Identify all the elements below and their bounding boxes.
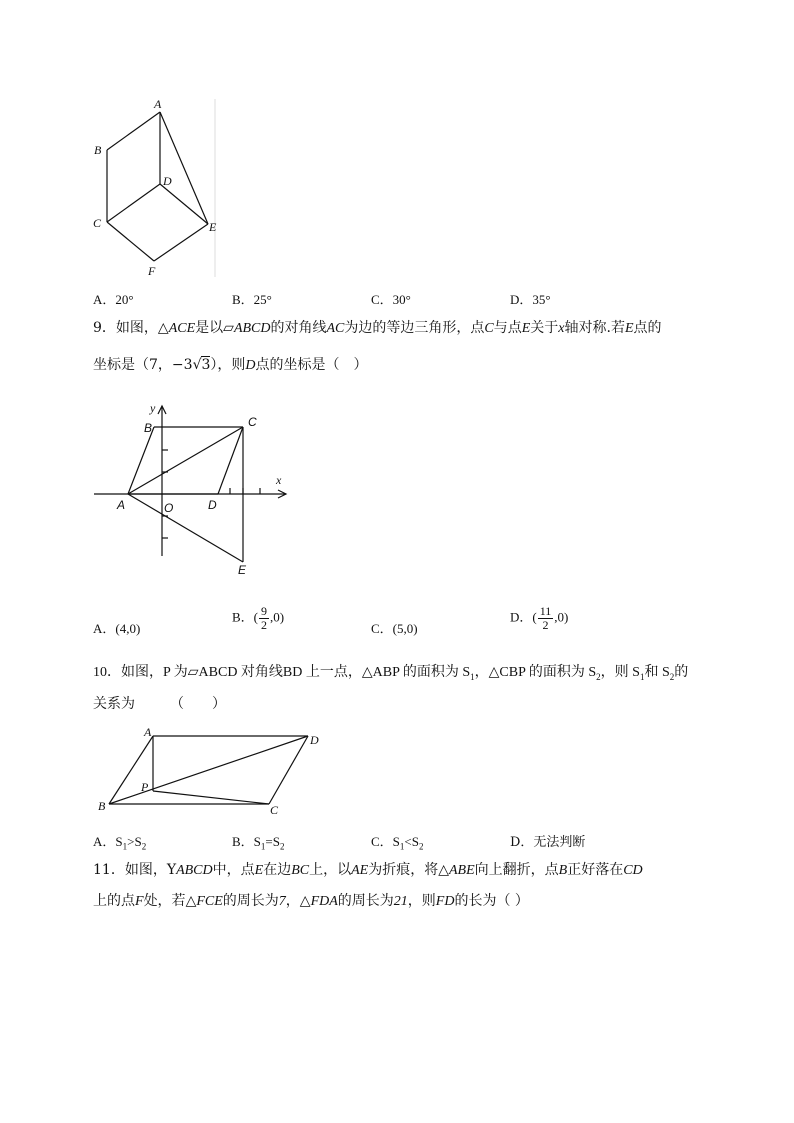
q8-option-b[interactable]: B．25°: [232, 292, 272, 307]
label-o: O: [164, 501, 174, 515]
q8-option-a[interactable]: A．20°: [93, 292, 134, 307]
edge-ae: [160, 112, 208, 224]
q8-option-c[interactable]: C．30°: [371, 292, 411, 307]
label-f: F: [148, 264, 156, 278]
q10-line1: 10．如图，P 为▱ABCD 对角线BD 上一点，△ABP 的面积为 $S_1$，△CBP 的面积为 $S_2$，则 $S_1$和 $S_2$的: [93, 665, 689, 682]
q11-line2: 上的点F处，若△FCE的周长为7，△FDA的周长为21，则FD的长为（ ）: [93, 893, 529, 909]
edge-cd: [107, 184, 160, 222]
label-c: C: [270, 803, 279, 817]
edge-ac: [128, 427, 243, 494]
label-d: D: [208, 498, 217, 512]
label-x: x: [276, 473, 282, 487]
segment-pc: [153, 791, 269, 804]
edge-de: [160, 184, 208, 224]
label-c: C: [93, 216, 102, 230]
q9-option-a[interactable]: A．(4,0): [93, 621, 141, 636]
q9-figure: [90, 398, 300, 580]
q9-line1: 9．如图，△ACE是以▱ABCD的对角线AC为边的等边三角形，点C与点E关于x轴对称.若E点的: [93, 320, 662, 336]
edge-cf: [107, 222, 154, 261]
label-b: B: [94, 143, 102, 157]
q8-option-d[interactable]: D．35°: [510, 292, 551, 307]
edge-cd: [218, 427, 243, 494]
label-c: C: [248, 415, 257, 429]
diagonal-bd: [109, 736, 308, 804]
q10-option-d[interactable]: D．无法判断: [510, 835, 586, 850]
label-p: P: [141, 780, 149, 794]
label-a: A: [154, 97, 162, 111]
q9-line2: 坐标是（7，−3√3），则D点的坐标是（ ）: [93, 357, 368, 373]
edge-cd: [269, 736, 308, 804]
q10-option-b[interactable]: B．$S_1=S_2$: [232, 834, 285, 852]
q10-option-a[interactable]: A．$S_1>S_2$: [93, 834, 147, 852]
fraction: $\frac{11}{2}$: [539, 604, 552, 632]
q11-line1: 11．如图，YABCD中，点E在边BC上，以AE为折痕，将△ABE向上翻折，点B正好落在CD: [93, 862, 643, 878]
q10-figure: [94, 724, 334, 820]
label-e: E: [238, 563, 247, 577]
q10-option-c[interactable]: C．$S_1<S_2$: [371, 834, 424, 852]
q8-figure: [88, 94, 228, 280]
label-b: B: [98, 799, 106, 813]
edge-ab: [107, 112, 160, 150]
q9-option-b[interactable]: B．( $\frac{9}{2}$ ,0): [232, 604, 285, 632]
label-a: A: [144, 725, 152, 739]
edge-fe: [154, 224, 208, 261]
label-d: D: [310, 733, 319, 747]
fraction: $\frac{9}{2}$: [261, 604, 268, 632]
sqrt-icon: √: [192, 357, 202, 373]
edge-ae: [128, 494, 243, 562]
q9-option-c[interactable]: C．(5,0): [371, 621, 418, 636]
q9-option-d[interactable]: D．( $\frac{11}{2}$ ,0): [510, 604, 569, 632]
label-a: A: [117, 498, 126, 512]
label-b: B: [144, 421, 153, 435]
label-d: D: [163, 174, 172, 188]
label-e: E: [209, 220, 217, 234]
q10-line2: 关系为 （ ）: [93, 696, 226, 712]
label-y: y: [150, 401, 156, 415]
edge-ab: [128, 427, 154, 494]
